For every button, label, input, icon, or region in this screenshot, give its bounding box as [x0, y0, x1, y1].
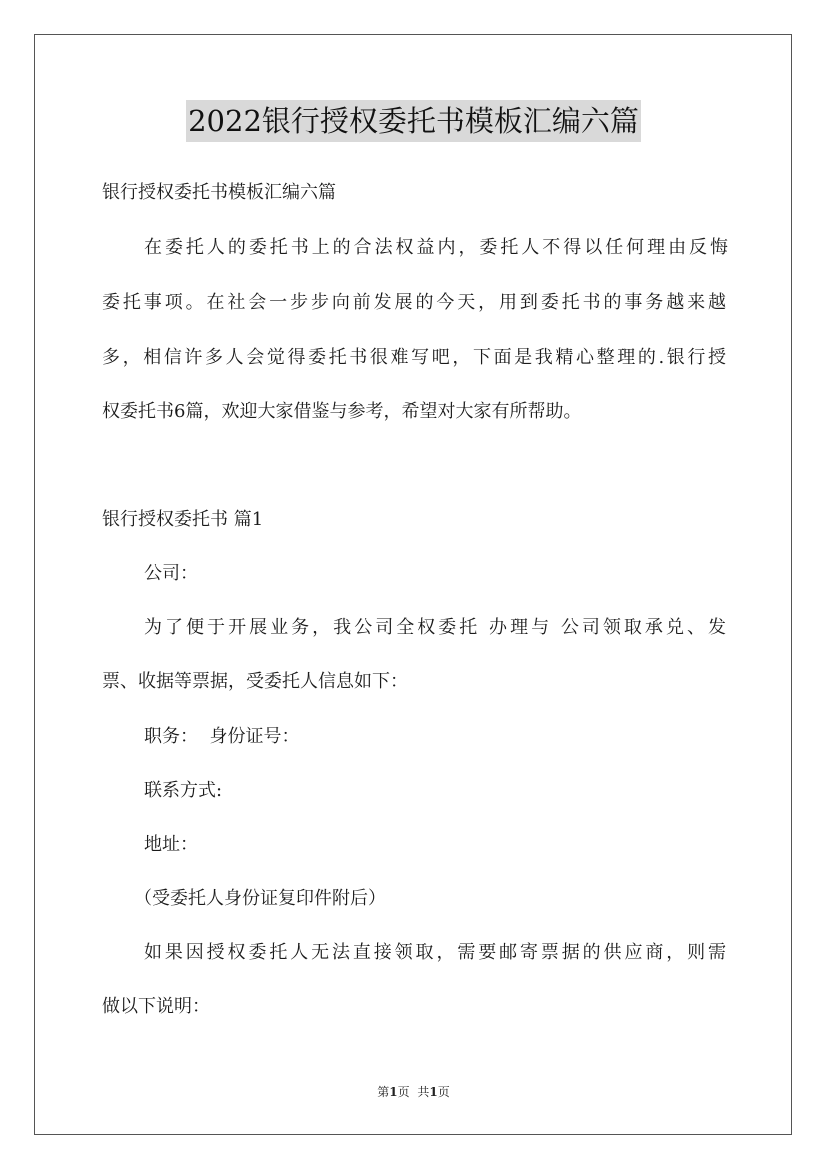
position-id-line: 职务： 身份证号： — [144, 726, 300, 747]
id-copy-note: （受委托人身份证复印件附后） — [134, 888, 386, 909]
mail-line-2: 做以下说明： — [102, 996, 210, 1017]
title-container — [0, 100, 827, 142]
footer-total-suffix: 页 — [437, 1085, 450, 1099]
footer-page-prefix: 第 — [377, 1085, 390, 1099]
contact-line: 联系方式: — [144, 780, 223, 801]
purpose-line-1: 为了便于开展业务，我公司全权委托 办理与 公司领取承兑、发 — [144, 617, 726, 638]
mail-line-1: 如果因授权委托人无法直接领取，需要邮寄票据的供应商，则需 — [144, 942, 726, 963]
document-title: 2022银行授权委托书模板汇编六篇 — [186, 100, 641, 142]
document-subtitle: 银行授权委托书模板汇编六篇 — [102, 182, 336, 203]
footer-page-current: 1 — [389, 1085, 398, 1099]
page-footer — [0, 1084, 827, 1100]
purpose-line-2: 票、收据等票据，受委托人信息如下： — [102, 671, 408, 692]
footer-page-total: 1 — [429, 1085, 438, 1099]
intro-line-4: 权委托书6篇，欢迎大家借鉴与参考，希望对大家有所帮助。 — [102, 401, 582, 422]
address-line: 地址： — [144, 834, 198, 855]
intro-line-3: 多，相信许多人会觉得委托书很难写吧，下面是我精心整理的.银行授 — [102, 347, 726, 368]
footer-page-suffix: 页 — [397, 1085, 410, 1099]
footer-total-prefix: 共 — [417, 1085, 430, 1099]
company-line: 公司： — [144, 563, 198, 584]
intro-line-1: 在委托人的委托书上的合法权益内，委托人不得以任何理由反悔 — [144, 237, 728, 258]
intro-line-2: 委托事项。在社会一步步向前发展的今天，用到委托书的事务越来越 — [102, 292, 726, 313]
section-heading: 银行授权委托书 篇1 — [102, 509, 264, 530]
